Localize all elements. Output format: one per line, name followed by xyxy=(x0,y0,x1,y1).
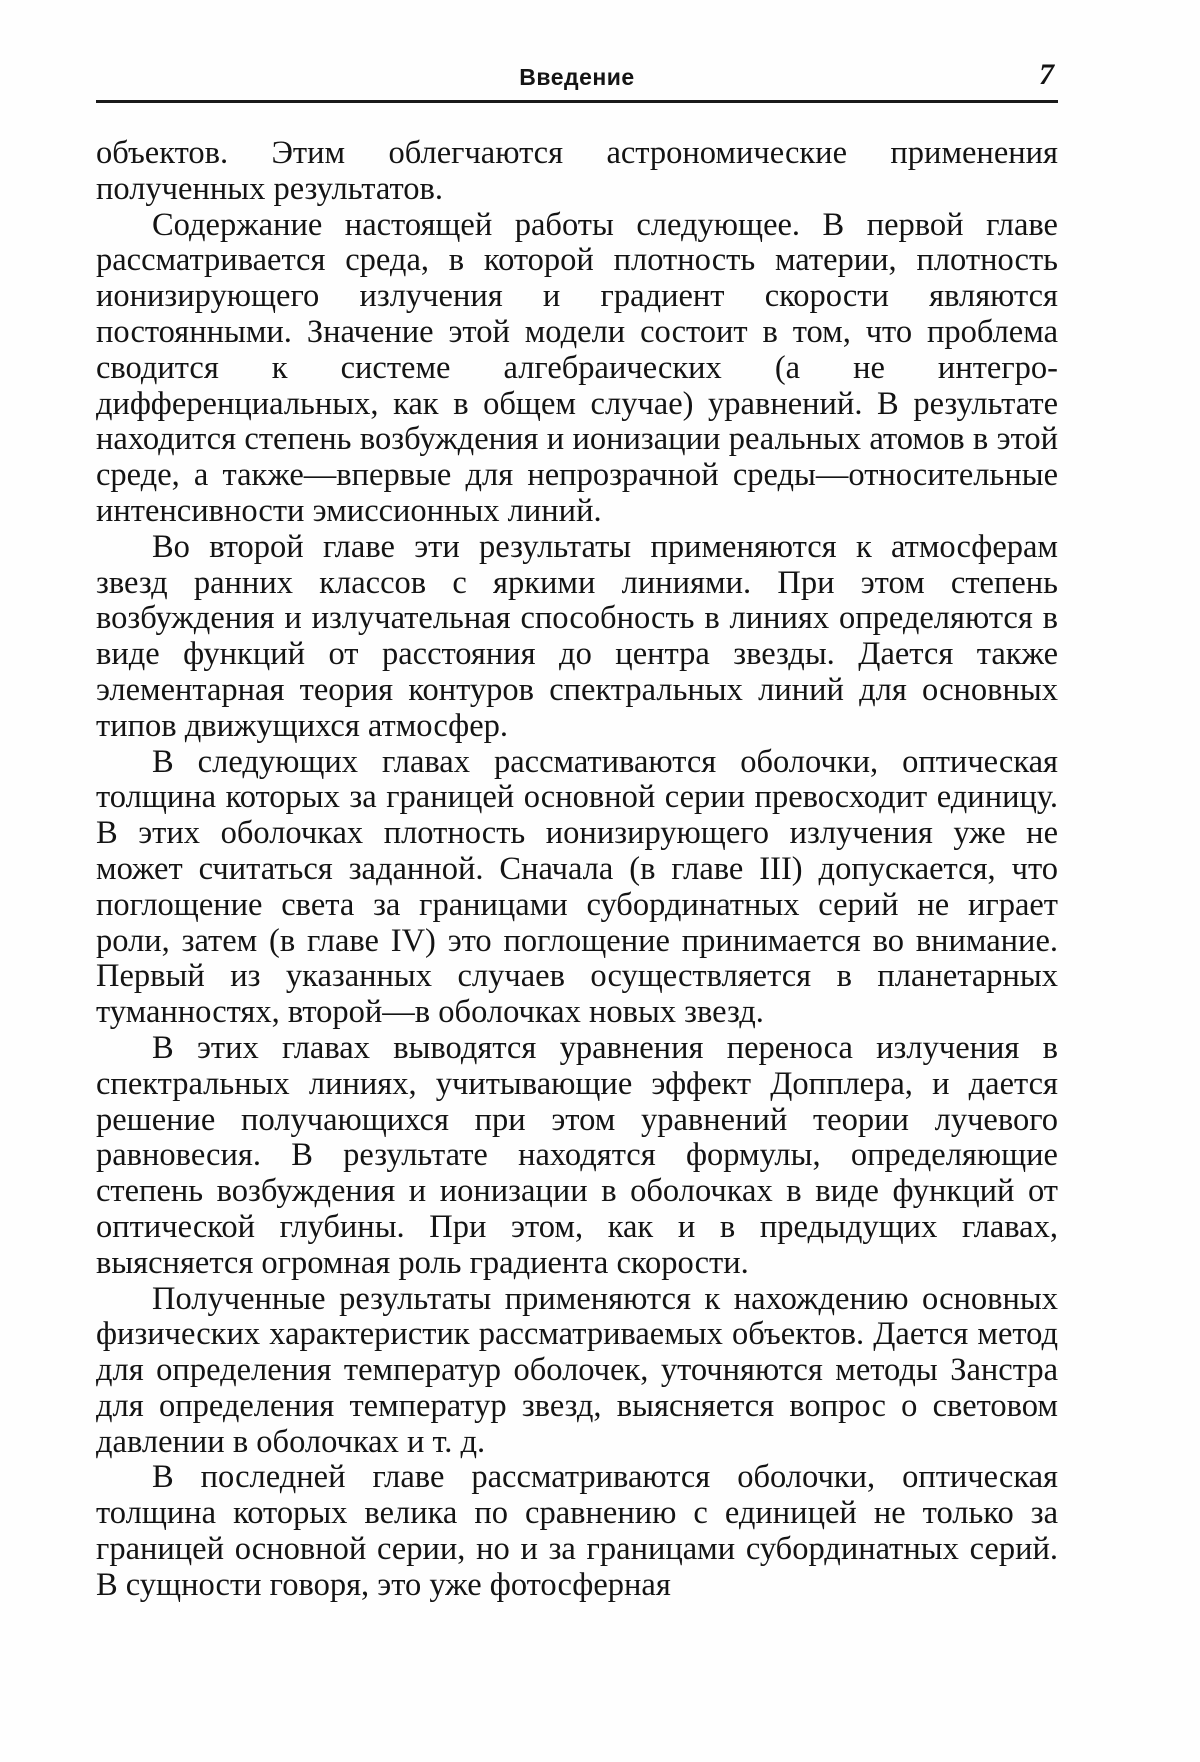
paragraph-results-applied: Полученные результаты применяются к нахождению основных физических характеристик рассматриваемых объектов. Дается метод для определения температур оболочек, уточняются методы Занстра для определения температур звезд, выясняется вопрос о световом давлении в оболочках и т. д. xyxy=(96,1280,1058,1460)
paragraph-chapters-3-4: В следующих главах рассмативаются оболочки, оптическая толщина которых за границей основной серии превосходит единицу. В этих оболочках плотность ионизирующего излучения уже не может считаться заданной. Сначала (в главе III) допускается, что поглощение света за границами субординатных серий не играет роли, затем (в главе IV) это поглощение принимается во внимание. Первый из указанных случаев осуществляется в планетарных туманностях, второй—в оболочках новых звезд. xyxy=(96,743,1058,1031)
paragraph-transfer-equations: В этих главах выводятся уравнения переноса излучения в спектральных линиях, учитывающие эффект Допплера, и дается решение получающихся при этом уравнений теории лучевого равновесия. В результате находятся формулы, определяющие степень возбуждения и ионизации в оболочках в виде функций от оптической глубины. При этом, как и в предыдущих главах, выясняется огромная роль градиента скорости. xyxy=(96,1029,1058,1281)
page-number: 7 xyxy=(1039,58,1054,91)
paragraph-chapter-2: Во второй главе эти результаты применяются к атмосферам звезд ранних классов с яркими линиями. При этом степень возбуждения и излучательная способность в линиях определяются в виде функций от расстояния до центра звезды. Дается также элементарная теория контуров спектральных линий для основных типов движущихся атмосфер. xyxy=(96,528,1058,744)
paragraph-continued: объектов. Этим облегчаются астрономические применения полученных результатов. xyxy=(96,135,1058,207)
paragraph-contents-chapter-1: Содержание настоящей работы следующее. В первой главе рассматривается среда, в которой плотность материи, плотность ионизирующего излучения и градиент скорости являются постоянными. Значение этой модели состоит в том, что проблема сводится к системе алгебраических (а не интегро-дифференциальных, как в общем случае) уравнений. В результате находится степень возбуждения и ионизации реальных атомов в этой среде, а также—впервые для непрозрачной среды—относительные интенсивности эмиссионных линий. xyxy=(96,206,1058,529)
body-text xyxy=(96,136,1058,1604)
chapter-title: Введение xyxy=(519,64,635,90)
paragraph-last-chapter: В последней главе рассматриваются оболочки, оптическая толщина которых велика по сравнению с единицей не только за границей основной серии, но и за границами субординатных серий. В сущности говоря, это уже фотосферная xyxy=(96,1459,1058,1603)
running-header xyxy=(96,58,1058,103)
